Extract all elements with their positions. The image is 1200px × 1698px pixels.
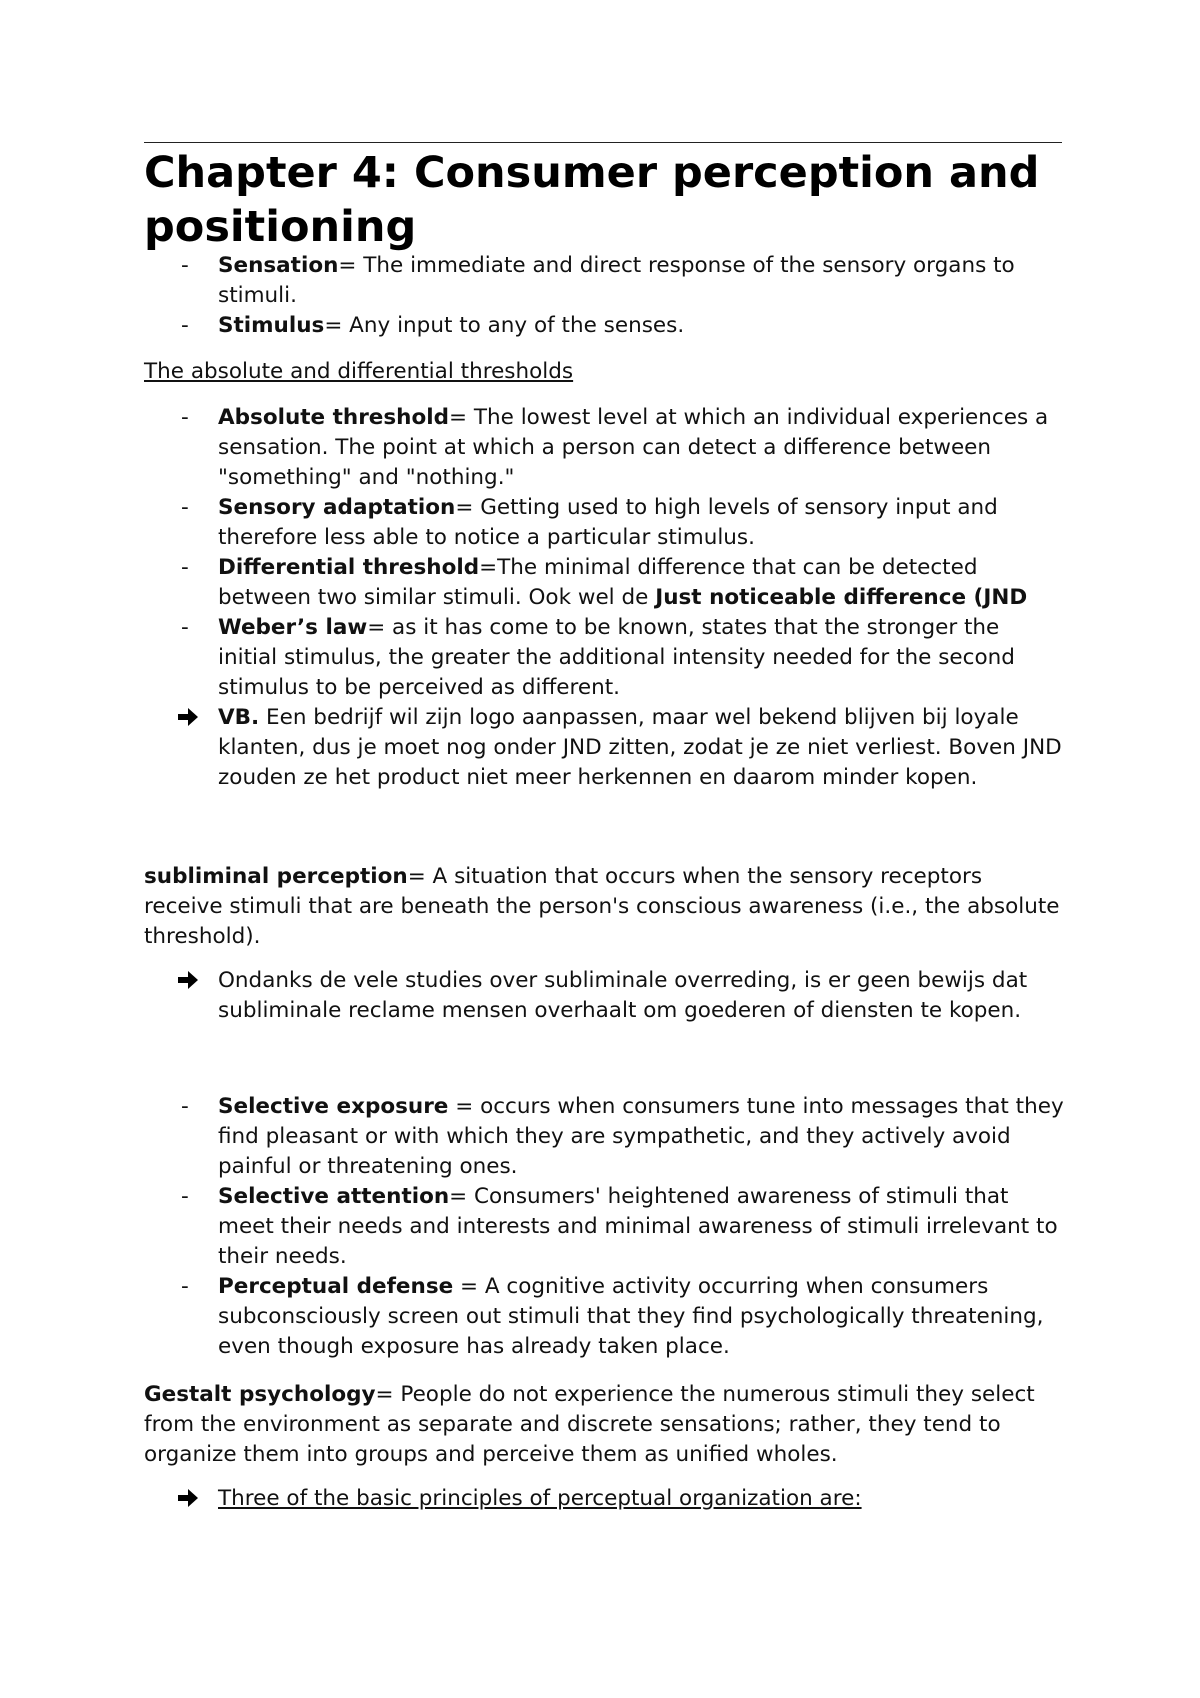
- definition: = Getting used to high levels of sensory input and therefore less able to notice a particular stimulus.: [218, 495, 998, 550]
- dash-bullet: -: [181, 615, 189, 640]
- principles-heading: Three of the basic principles of perceptual organization are:: [218, 1486, 862, 1511]
- term: Absolute threshold: [218, 405, 450, 430]
- dash-bullet: -: [181, 1184, 189, 1209]
- list-item: [144, 251, 1064, 311]
- example-text: Een bedrijf wil zijn logo aanpassen, maar wel bekend blijven bij loyale klanten, dus je moet nog onder JND zitten, zodat je ze niet verliest. Boven JND zouden ze het product niet meer herkennen en daarom minder kopen.: [218, 705, 1062, 790]
- list-item: [144, 403, 1064, 493]
- dash-bullet: -: [181, 1094, 189, 1119]
- list-item: [144, 311, 1064, 341]
- subliminal-paragraph: [144, 862, 1064, 952]
- term: Weber’s law: [218, 615, 368, 640]
- definition: = as it has come to be known, states that the stronger the initial stimulus, the greater the additional intensity needed for the second stimulus to be perceived as different.: [218, 615, 1015, 700]
- header-rule: [144, 142, 1062, 143]
- list-item: [144, 1182, 1064, 1272]
- definition: = The immediate and direct response of the sensory organs to stimuli.: [218, 253, 1015, 308]
- list-item: [144, 1272, 1064, 1362]
- thresholds-list: [144, 403, 1064, 793]
- definition: = A situation that occurs when the sensory receptors receive stimuli that are beneath the person's conscious awareness (i.e., the absolute threshold).: [144, 864, 1060, 949]
- definition: =The minimal difference that can be detected between two similar stimuli. Ook wel de: [218, 555, 978, 610]
- subliminal-note-list: [144, 966, 1064, 1026]
- term: Selective attention: [218, 1184, 450, 1209]
- list-item: [144, 1092, 1064, 1182]
- right-arrow-icon: [176, 968, 200, 992]
- term: Sensory adaptation: [218, 495, 456, 520]
- definition: = Consumers' heightened awareness of stimuli that meet their needs and interests and minimal awareness of stimuli irrelevant to their needs.: [218, 1184, 1058, 1269]
- dash-bullet: -: [181, 1274, 189, 1299]
- principles-list: [144, 1484, 1064, 1514]
- example-item: [144, 703, 1064, 793]
- definition: = People do not experience the numerous stimuli they select from the environment as separate and discrete sensations; rather, they tend to organize them into groups and perceive them as unified wholes.: [144, 1382, 1035, 1467]
- list-item: [144, 613, 1064, 703]
- right-arrow-icon: [176, 705, 200, 729]
- dash-bullet: -: [181, 253, 189, 278]
- list-item: [144, 493, 1064, 553]
- gestalt-paragraph: [144, 1380, 1064, 1470]
- note-item: [144, 1484, 1064, 1514]
- jnd-term: Just noticeable difference (JND: [655, 585, 1028, 610]
- dash-bullet: -: [181, 555, 189, 580]
- term: Stimulus: [218, 313, 325, 338]
- term: Selective exposure: [218, 1094, 449, 1119]
- definition: = A cognitive activity occurring when consumers subconsciously screen out stimuli that they find psychologically threatening, even though exposure has already taken place.: [218, 1274, 1044, 1359]
- note-item: [144, 966, 1064, 1026]
- right-arrow-icon: [176, 1486, 200, 1510]
- definition: = The lowest level at which an individual experiences a sensation. The point at which a person can detect a difference between "something" and "nothing.": [218, 405, 1049, 490]
- intro-list: [144, 251, 1064, 341]
- dash-bullet: -: [181, 495, 189, 520]
- note-text: Ondanks de vele studies over subliminale overreding, is er geen bewijs dat subliminale reclame mensen overhaalt om goederen of diensten te kopen.: [218, 968, 1028, 1023]
- term: Sensation: [218, 253, 339, 278]
- example-label: VB.: [218, 705, 260, 730]
- definition: = occurs when consumers tune into messages that they find pleasant or with which they are sympathetic, and they actively avoid painful or threatening ones.: [218, 1094, 1064, 1179]
- dash-bullet: -: [181, 405, 189, 430]
- term: Gestalt psychology: [144, 1382, 376, 1407]
- term: Differential threshold: [218, 555, 480, 580]
- dash-bullet: -: [181, 313, 189, 338]
- page-title: Chapter 4: Consumer perception and positioning: [144, 148, 1040, 252]
- definition: = Any input to any of the senses.: [324, 313, 685, 338]
- list-item: [144, 553, 1064, 613]
- section-heading-thresholds: The absolute and differential thresholds: [144, 359, 574, 384]
- selective-list: [144, 1092, 1064, 1362]
- term: subliminal perception: [144, 864, 408, 889]
- term: Perceptual defense: [218, 1274, 454, 1299]
